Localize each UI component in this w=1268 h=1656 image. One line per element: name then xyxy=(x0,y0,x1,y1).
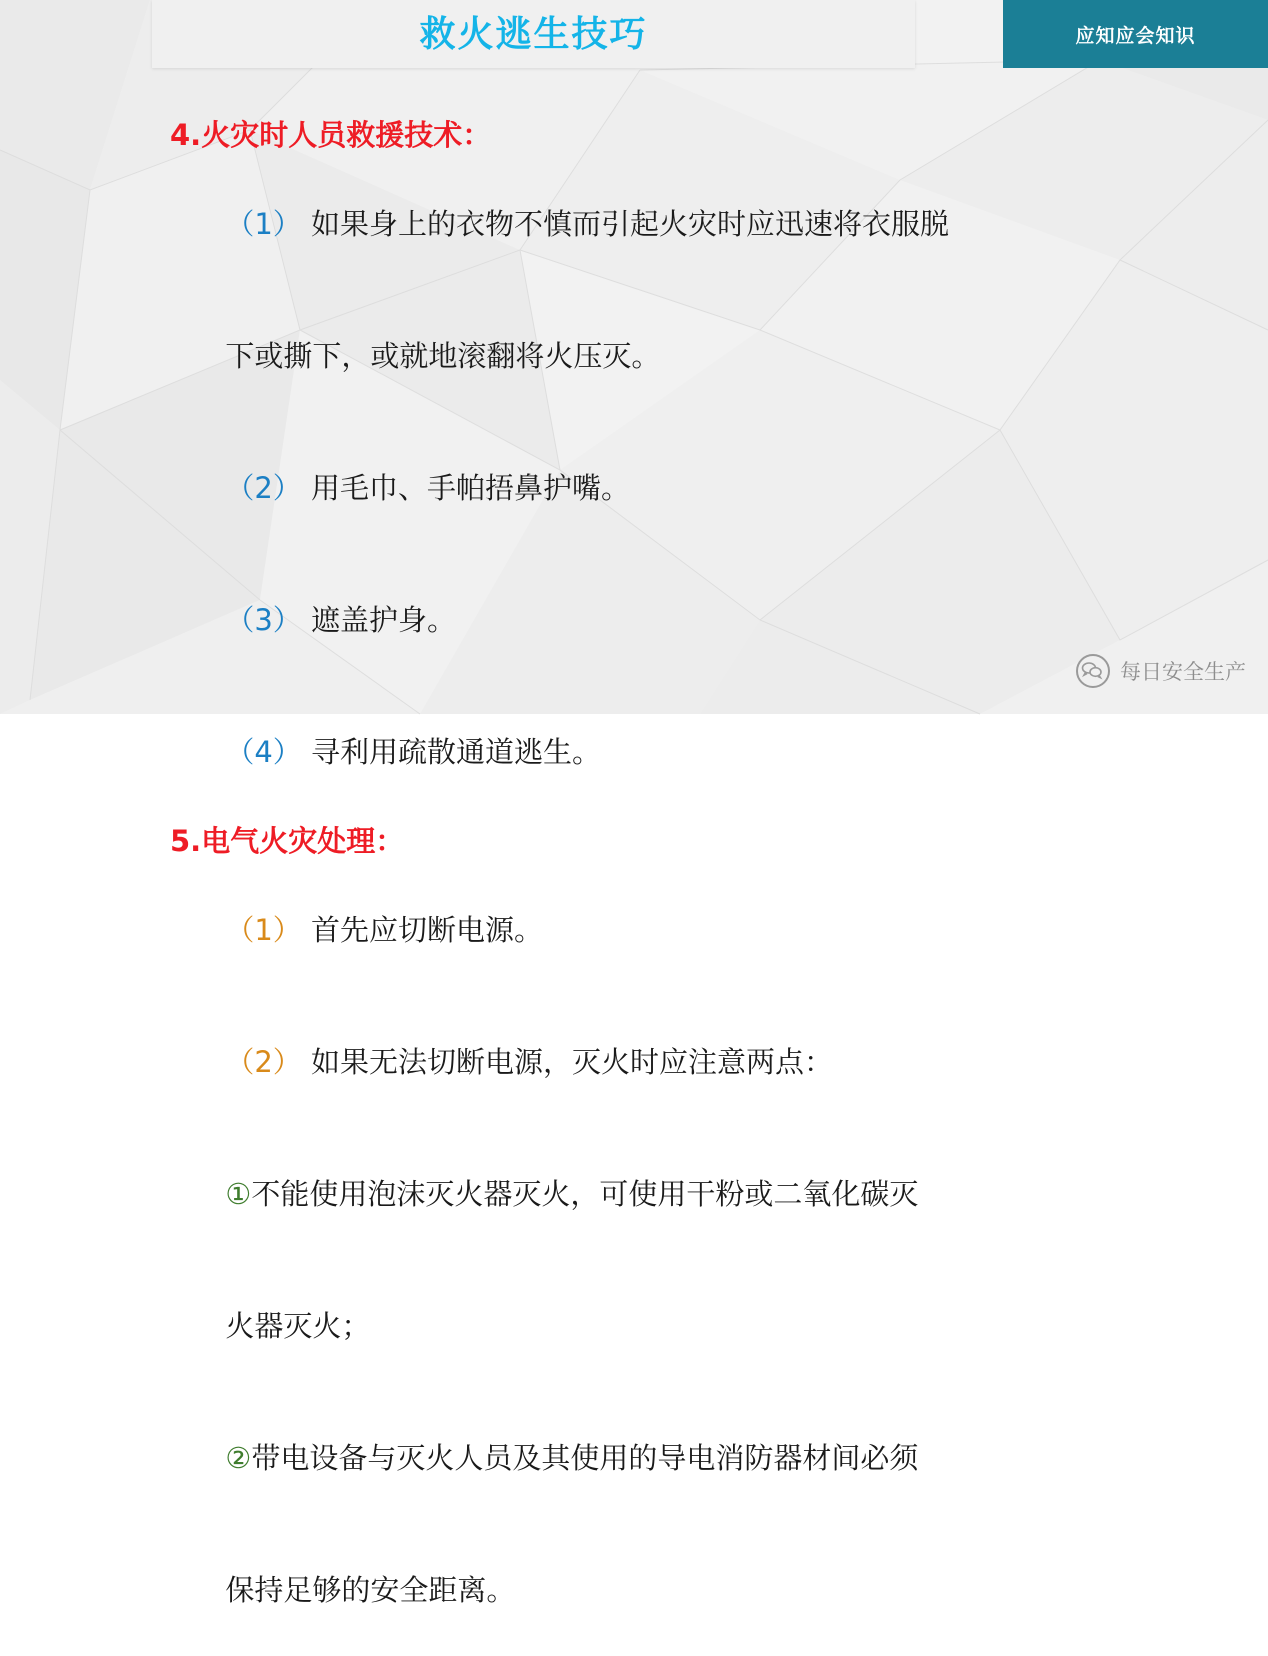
section-heading-4: 4.火灾时人员救援技术： xyxy=(170,118,492,152)
list-text: 遮盖护身。 xyxy=(301,603,456,637)
list-item xyxy=(170,1524,1050,1656)
corner-tab-label: 应知应会知识 xyxy=(1075,25,1196,47)
list-item xyxy=(170,686,1050,818)
list-item xyxy=(170,864,1050,996)
list-item xyxy=(170,290,1050,422)
list-marker: ② xyxy=(225,1441,252,1475)
list-text: 下或撕下，或就地滚翻将火压灭。 xyxy=(225,339,661,373)
list-item xyxy=(170,1392,1050,1524)
watermark xyxy=(1076,654,1246,688)
watermark-label: 每日安全生产 xyxy=(1120,661,1246,684)
slide-title-plate xyxy=(152,0,915,68)
list-text: 如果无法切断电源，灭火时应注意两点： xyxy=(301,1045,833,1079)
list-text: 带电设备与灭火人员及其使用的导电消防器材间必须 xyxy=(251,1441,919,1475)
list-item xyxy=(170,158,1050,290)
list-item xyxy=(170,996,1050,1128)
list-marker: （1） xyxy=(225,207,302,241)
list-text: 不能使用泡沫灭火器灭火，可使用干粉或二氧化碳灭 xyxy=(251,1177,919,1211)
list-marker: （2） xyxy=(225,471,302,505)
list-text: 保持足够的安全距离。 xyxy=(225,1573,516,1607)
list-marker: （4） xyxy=(225,735,302,769)
list-text: 用毛巾、手帕捂鼻护嘴。 xyxy=(301,471,630,505)
list-item xyxy=(170,1128,1050,1260)
section-heading-5: 5.电气火灾处理： xyxy=(170,824,405,858)
list-text: 如果身上的衣物不慎而引起火灾时应迅速将衣服脱 xyxy=(301,207,949,241)
list-marker: ① xyxy=(225,1177,252,1211)
list-text: 寻利用疏散通道逃生。 xyxy=(301,735,601,769)
list-marker: （1） xyxy=(225,913,302,947)
page-title: 救火逃生技巧 xyxy=(419,13,648,54)
list-marker: （3） xyxy=(225,603,302,637)
list-item xyxy=(170,554,1050,686)
corner-tab xyxy=(1003,0,1268,68)
list-text: 火器灭火； xyxy=(225,1309,371,1343)
wechat-icon xyxy=(1076,654,1110,688)
list-text: 首先应切断电源。 xyxy=(301,913,543,947)
list-item xyxy=(170,422,1050,554)
slide-body xyxy=(170,112,1050,1656)
list-marker: （2） xyxy=(225,1045,302,1079)
list-item xyxy=(170,1260,1050,1392)
